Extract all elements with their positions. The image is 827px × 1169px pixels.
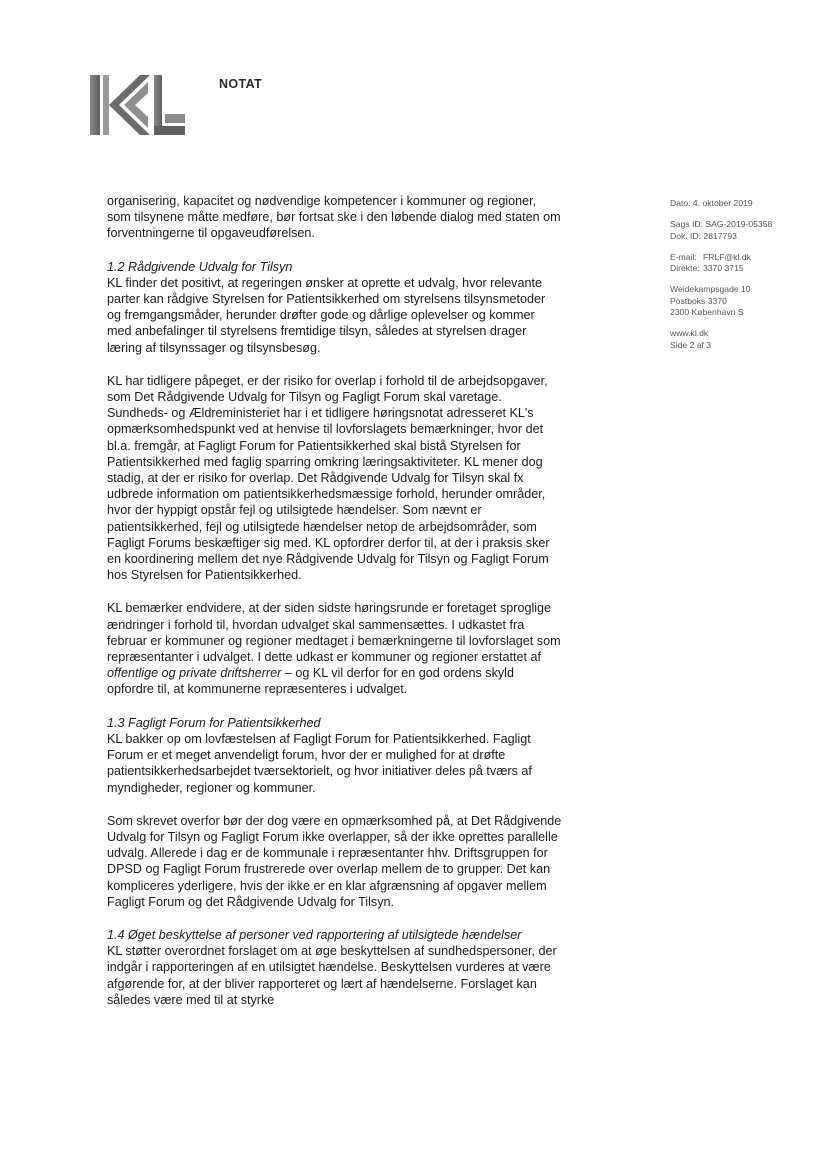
section-1-2-paragraph-3 bbox=[107, 600, 562, 697]
email-row bbox=[670, 252, 800, 263]
document-body bbox=[107, 193, 562, 1025]
email-label: E-mail: bbox=[670, 251, 697, 262]
paragraph-text: KL bemærker endvidere, at der siden sidste høringsrunde er foretaget sproglige ændringer i forhold til, hvordan udvalget skal sammensættes. I udkastet fra februar er kommuner og regioner medtaget i bemærkningerne til lovforslaget som repræsentanter i udvalget. I dette udkast er kommuner og regioner erstattet af bbox=[107, 601, 561, 665]
phone-value: 3370 3715 bbox=[703, 263, 744, 274]
case-ids bbox=[670, 219, 800, 242]
sags-id: Sags ID: SAG-2019-05358 bbox=[670, 219, 773, 230]
section-1-2-paragraph-2: KL har tidligere påpeget, er der risiko for overlap i forhold til de arbejdsopgaver, som Det Rådgivende Udvalg for Tilsyn og Fagligt Forum skal varetage. Sundheds- og Ældreministeriet har i et tidligere høringsnotat adresseret KL's opmærksomhedspunkt ved at henvise til lovforslagets bemærkninger, hvor det bl.a. fremgår, at Fagligt Forum for Patientsikkerhed skal bistå Styrelsen for Patientsikkerhed med faglig sparring omkring læringsaktiviteter. KL mener dog stadig, at der er risiko for overlap. Det Rådgivende Udvalg for Tilsyn skal fx udbrede information om patientsikkerhedsmæssige forhold, herunder områder, hvor der hyppigt opstår fejl og utilsigtede hændelser. Som nævnt er patientsikkerhed, fejl og utilsigtede hændelser netop de arbejdsområder, som Fagligt Forums beskæftiger sig med. KL opfordrer derfor til, at der i praksis sker en koordinering mellem det nye Rådgivende Udvalg for Tilsyn og Fagligt Forum hos Styrelsen for Patientsikkerhed. bbox=[107, 373, 550, 583]
website-link[interactable]: www.kl.dk bbox=[670, 328, 709, 339]
section-1-2-paragraph-1: KL finder det positivt, at regeringen ønsker at oprette et udvalg, hvor relevante parter kan rådgive Styrelsen for Patientsikkerhed om styrelsens tilsynsmetoder og fremgangsmåder, herunder drøfter gode og dårlige oplevelser og kommer med anbefalinger til styrelsens fremtidige tilsyn, således at styrelsen drager læring af tilsynssager og tilsynsbesøg. bbox=[107, 275, 546, 355]
paragraph-text: – og KL vil derfor for en god ordens skyld opfordre til, at kommunerne repræsenteres i udvalget. bbox=[107, 666, 514, 697]
kl-logo bbox=[88, 75, 186, 135]
address-line: 2300 København S bbox=[670, 307, 744, 318]
section-1-3-heading: 1.3 Fagligt Forum for Patientsikkerhed bbox=[107, 715, 321, 730]
document-type: NOTAT bbox=[219, 77, 263, 91]
address-line: Postboks 3370 bbox=[670, 295, 727, 306]
contact-group bbox=[670, 252, 800, 275]
intro-paragraph: organisering, kapacitet og nødvendige kompetencer i kommuner og regioner, som tilsynene måtte medføre, bør fortsat ske i den løbende dialog med staten om forventningerne til opgaveudførelsen. bbox=[107, 194, 561, 241]
phone-label: Direkte: bbox=[670, 263, 700, 274]
sidebar-metadata bbox=[670, 198, 800, 361]
section-1-4-heading: 1.4 Øget beskyttelse af personer ved rapportering af utilsigtede hændelser bbox=[107, 927, 522, 942]
section-1-2-heading: 1.2 Rådgivende Udvalg for Tilsyn bbox=[107, 259, 293, 274]
emphasis-text: offentlige og private driftsherrer bbox=[107, 666, 282, 681]
phone-row bbox=[670, 263, 800, 274]
address-group bbox=[670, 284, 800, 318]
web-group bbox=[670, 328, 800, 351]
section-1-4-paragraph-1: KL støtter overordnet forslaget om at øge beskyttelsen af sundhedspersoner, der indgår i rapporteringen af en utilsigtet hændelse. Beskyttelsen vurderes at være afgørende for, at der bliver rapporteret og lært af hændelserne. Forslaget kan således være med til at styrke bbox=[107, 944, 557, 1007]
page-number: Side 2 af 3 bbox=[670, 339, 712, 350]
date-group bbox=[670, 198, 800, 209]
section-1-3-paragraph-1: KL bakker op om lovfæstelsen af Fagligt Forum for Patientsikkerhed. Fagligt Forum er et meget anvendeligt forum, hvor der er mulighed for at drøfte patientsikkerhedsarbejdet tværsektorielt, og hvor initiativer deles på tværs af myndigheder, regioner og kommuner. bbox=[107, 731, 532, 795]
dok-id: Dok. ID: 2817793 bbox=[670, 230, 737, 241]
section-1-3-paragraph-2: Som skrevet overfor bør der dog være en opmærksomhed på, at Det Rådgivende Udvalg for Tilsyn og Fagligt Forum ikke overlapper, så der ikke oprettes parallelle udvalg. Allerede i dag er de kommunale i repræsentanter hhv. Driftsgruppen for DPSD og Fagligt Forum frustrerede over overlap mellem de to grupper. Det kan kompliceres yderligere, hvis der ikke er en klar afgrænsning af opgaver mellem Fagligt Forum og det Rådgivende Udvalg for Tilsyn. bbox=[107, 813, 562, 909]
date: Dato: 4. oktober 2019 bbox=[670, 198, 753, 208]
email-link[interactable]: FRLF@kl.dk bbox=[703, 251, 751, 262]
address-line: Weidekampsgade 10 bbox=[670, 284, 751, 295]
